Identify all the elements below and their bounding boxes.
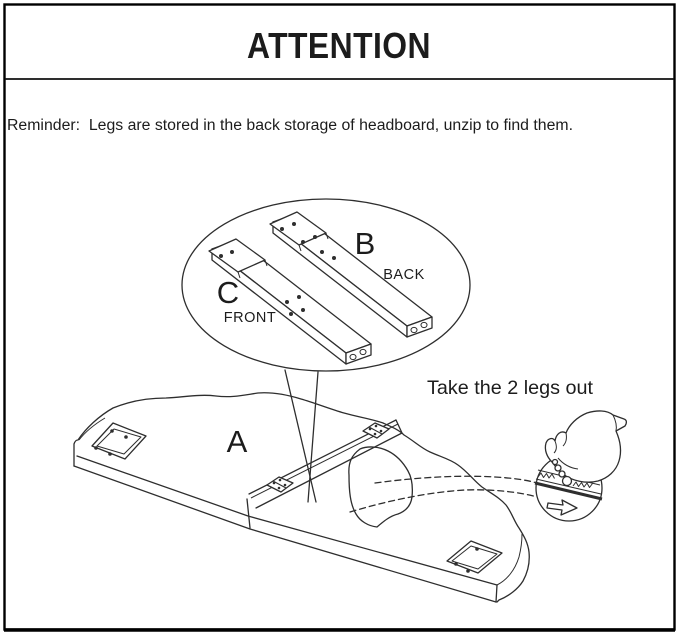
headboard-diagram	[74, 393, 529, 602]
storage-flap	[349, 447, 413, 527]
label-back: BACK	[383, 267, 425, 283]
unzip-path-dashed-upper	[375, 476, 537, 483]
headboard-outline	[74, 393, 529, 602]
left-leg-bracket	[92, 423, 146, 459]
label-headboard-a: A	[226, 424, 248, 459]
reminder-text: Reminder: Legs are stored in the back storage of headboard, unzip to find them.	[7, 117, 573, 134]
center-seam	[247, 499, 250, 528]
page-title: ATTENTION	[247, 25, 431, 66]
label-leg-b: B	[354, 226, 376, 261]
take-legs-out-label: Take the 2 legs out	[427, 377, 594, 399]
slab-right-end	[496, 585, 497, 602]
right-leg-bracket	[447, 541, 502, 573]
legs-callout	[182, 199, 470, 502]
right-corner-arc	[497, 534, 522, 585]
label-leg-c: C	[216, 275, 240, 310]
label-front: FRONT	[223, 310, 277, 326]
